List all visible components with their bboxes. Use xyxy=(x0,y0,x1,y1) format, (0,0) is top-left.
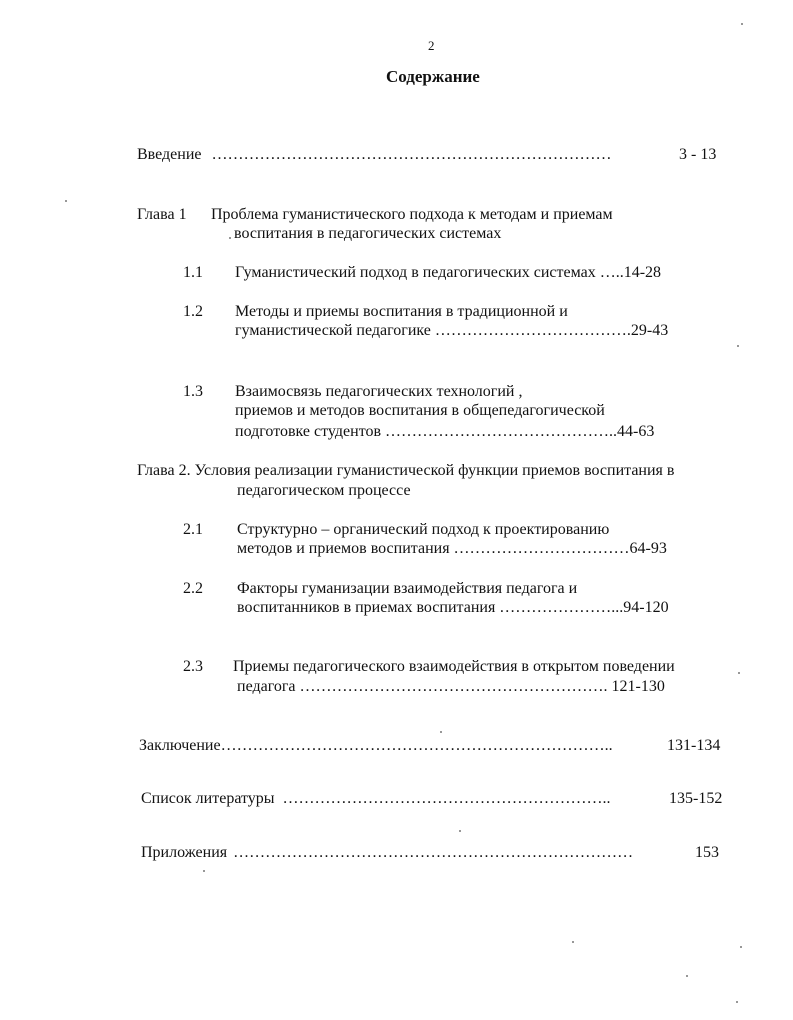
section-1-1-line1: Гуманистический подход в педагогических системах …..14-28 xyxy=(235,264,662,281)
section-2-1-line2: методов и приемов воспитания ……………………………64-93 xyxy=(237,540,667,557)
page-title: Содержание xyxy=(386,67,480,86)
section-1-2-line2: гуманистической педагогике ……………………………….29-43 xyxy=(235,322,669,339)
scan-speck xyxy=(440,731,442,733)
section-2-1-number: 2.1 xyxy=(183,521,203,538)
scan-speck xyxy=(737,345,739,347)
section-1-1-number: 1.1 xyxy=(183,264,203,281)
scan-speck xyxy=(459,830,461,832)
section-1-2-line1: Методы и приемы воспитания в традиционной и xyxy=(235,303,568,320)
toc-intro xyxy=(137,146,612,164)
section-2-2-number: 2.2 xyxy=(183,580,203,597)
scan-speck xyxy=(736,1001,738,1003)
toc-appendix-pages: 153 xyxy=(695,844,719,861)
chapter2-title-line1: Глава 2. Условия реализации гуманистической функции приемов воспитания в xyxy=(137,462,675,479)
page-number: 2 xyxy=(428,38,435,53)
scan-speck xyxy=(203,870,205,872)
toc-references-pages: 135-152 xyxy=(669,790,723,807)
toc-intro-label: Введение xyxy=(137,146,202,163)
chapter1-title-line1: Проблема гуманистического подхода к методам и приемам xyxy=(211,206,613,223)
section-2-3-line2: педагога …………………………………………………. 121-130 xyxy=(237,678,665,695)
toc-appendix-label: Приложения xyxy=(141,844,228,861)
toc-appendix xyxy=(141,844,633,862)
scan-speck xyxy=(686,975,688,977)
toc-intro-pages: 3 - 13 xyxy=(679,146,717,163)
chapter2-title-line2: педагогическом процессе xyxy=(237,482,411,499)
scan-speck xyxy=(229,237,231,239)
section-2-3-line1: Приемы педагогического взаимодействия в открытом поведении xyxy=(233,658,675,675)
scan-speck xyxy=(740,946,742,948)
section-1-3-number: 1.3 xyxy=(183,383,203,400)
section-1-2-number: 1.2 xyxy=(183,303,203,320)
section-2-2-line2: воспитанников в приемах воспитания …………………...94-120 xyxy=(237,599,669,616)
toc-intro-dots: ………………………………………………………………… xyxy=(211,146,612,163)
section-1-3-line1: Взаимосвязь педагогических технологий , xyxy=(235,383,523,400)
section-2-2-line1: Факторы гуманизации взаимодействия педагога и xyxy=(237,580,578,597)
chapter1-title-line2: воспитания в педагогических системах xyxy=(234,225,502,242)
scan-speck xyxy=(65,200,67,202)
scan-speck xyxy=(741,23,743,25)
section-2-1-line1: Структурно – органический подход к проектированию xyxy=(237,521,610,538)
section-2-3-number: 2.3 xyxy=(183,658,203,675)
toc-references-dots: …………………………………………………….. xyxy=(282,790,611,807)
toc-conclusion xyxy=(139,737,613,755)
section-1-3-line2: приемов и методов воспитания в общепедагогической xyxy=(235,402,605,419)
scan-speck xyxy=(738,672,740,674)
toc-references-label: Список литературы xyxy=(141,790,275,807)
chapter1-label: Глава 1 xyxy=(137,206,187,223)
toc-references xyxy=(141,790,611,808)
toc-conclusion-pages: 131-134 xyxy=(667,737,721,754)
toc-appendix-dots: ………………………………………………………………… xyxy=(233,844,634,861)
scan-speck xyxy=(572,941,574,943)
section-1-3-line3: подготовке студентов ……………………………………..44-63 xyxy=(235,423,655,440)
toc-conclusion-label: Заключение xyxy=(139,737,221,754)
toc-conclusion-dots: ……………………………………………………………….. xyxy=(220,737,613,754)
